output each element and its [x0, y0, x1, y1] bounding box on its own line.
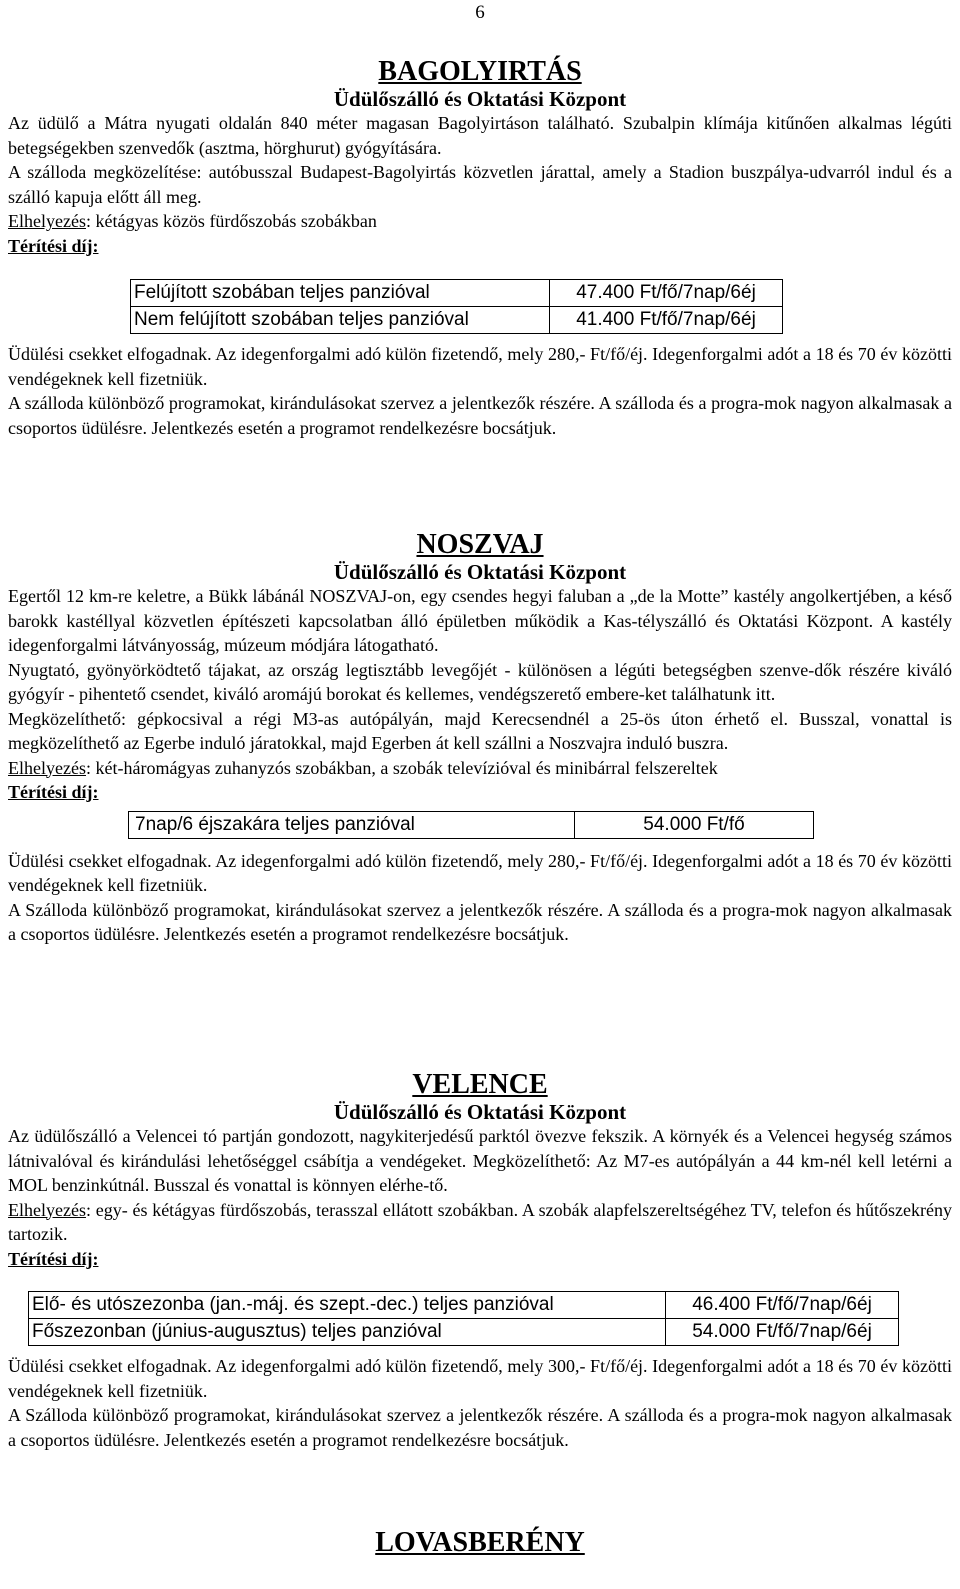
section-velence — [8, 1070, 952, 1452]
price-table — [130, 279, 783, 334]
price-table — [28, 1291, 899, 1346]
accommodation-text: : két-háromágyas zuhanyzós szobákban, a szobák televízióval és minibárral felszereltek — [85, 757, 718, 778]
outro-paragraph: A Szálloda különböző programokat, kirándulásokat szervez a jelentkezők részére. A szálloda és a progra-mok nagyon alkalmasak a csoportos üdülésre. Jelentkezés esetén a programot rendelkezésre bocsátjuk. — [8, 1405, 952, 1450]
intro-paragraph: Egertől 12 km-re keletre, a Bükk lábánál NOSZVAJ-on, egy csendes hegyi faluban a „de la Motte” kastély angolkertjében, a késő barokk kastéllyal közvetlen építészeti kapcsolatban álló épületben működik a Kas-télyszálló és Oktatási Központ. A kastély idegenforgalmi látványosság, múzeum módjára látogatható. — [8, 586, 952, 655]
table-row — [131, 307, 783, 334]
accommodation-line — [8, 209, 952, 234]
intro-paragraph: Nyugtató, gyönyörködtető tájakat, az ország legtisztább levegőjét - különösen a légúti betegségben szenve-dők részére kiváló gyógyír - pihentető csendet, kiváló aromájú borokat és kellemes, vendégszerető embere-ket találhatunk itt. — [8, 659, 952, 704]
price-description: Főszezonban (június-augusztus) teljes panzióval — [29, 1319, 666, 1346]
outro-paragraph: A szálloda különböző programokat, kirándulásokat szervez a jelentkezők részére. A szálloda és a progra-mok nagyon alkalmasak a csoportos üdülésre. Jelentkezés esetén a programot rendelkezésre bocsátjuk. — [8, 393, 952, 438]
section-title: LOVASBERÉNY — [375, 1527, 585, 1558]
section-bagolyirtas — [8, 57, 952, 440]
accommodation-label: Elhelyezés — [8, 1199, 86, 1220]
page-number: 6 — [475, 2, 485, 23]
outro-paragraph: Üdülési csekket elfogadnak. Az idegenforgalmi adó külön fizetendő, mely 280,- Ft/fő/éj. Idegenforgalmi adót a 18 és 70 év közötti vendégeknek kell fizetniük. — [8, 344, 952, 389]
price-description: 7nap/6 éjszakára teljes panzióval — [129, 811, 575, 838]
price-value: 41.400 Ft/fő/7nap/6éj — [550, 307, 783, 334]
fee-label: Térítési díj: — [8, 1248, 99, 1269]
intro-paragraph: Az üdülő a Mátra nyugati oldalán 840 méter magasan Bagolyirtáson található. Szubalpin klímája kitűnően alkalmas légúti betegségekben szenvedők (asztma, hörghurut) gyógyítására. — [8, 113, 952, 158]
accommodation-text: : egy- és kétágyas fürdőszobás, terasszal ellátott szobákban. A szobák alapfelszereltségéhez TV, telefon és hűtőszekrény tartozik. — [8, 1199, 952, 1244]
table-row — [29, 1319, 899, 1346]
section-subtitle: Üdülőszálló és Oktatási Központ — [333, 560, 627, 584]
section-subtitle: Üdülőszálló és Oktatási Központ — [333, 1100, 627, 1124]
table-row — [129, 811, 814, 838]
outro-paragraph: Üdülési csekket elfogadnak. Az idegenforgalmi adó külön fizetendő, mely 300,- Ft/fő/éj. Idegenforgalmi adót a 18 és 70 év közötti vendégeknek kell fizetniük. — [8, 1356, 952, 1401]
table-row — [29, 1292, 899, 1319]
intro-paragraph: Az üdülőszálló a Velencei tó partján gondozott, nagykiterjedésű parktól övezve fekszik. A környék és a Velencei hegység számos látnivalóval és kirándulási lehetőséggel csábítja a vendégeket. Megközelíthető: Az M7-es autópályán a 44 km-nél kell letérni a MOL benzinkútnál. Busszal és vonattal is könnyen elérhe-tő. — [8, 1126, 952, 1195]
table-row — [131, 280, 783, 307]
section-lovasbereny — [8, 1528, 952, 1558]
intro-paragraph: Megközelíthető: gépkocsival a régi M3-as autópályán, majd Kerecsendnél a 25-ös úton érhető el. Busszal, vonattal is megközelíthető az Egerbe induló járatokkal, majd Egerben át kell szállni a Noszvajra induló buszra. — [8, 708, 952, 753]
price-value: 54.000 Ft/fő/7nap/6éj — [666, 1319, 899, 1346]
price-value: 46.400 Ft/fő/7nap/6éj — [666, 1292, 899, 1319]
accommodation-line — [8, 1198, 952, 1247]
price-table — [128, 811, 814, 839]
outro-paragraph: Üdülési csekket elfogadnak. Az idegenforgalmi adó külön fizetendő, mely 280,- Ft/fő/éj. Idegenforgalmi adót a 18 és 70 év közötti vendégeknek kell fizetniük. — [8, 850, 952, 895]
intro-paragraph: A szálloda megközelítése: autóbusszal Budapest-Bagolyirtás közvetlen járattal, amely a Stadion buszpálya-udvarról indul és a szálló kapuja előtt áll meg. — [8, 162, 952, 207]
price-value: 47.400 Ft/fő/7nap/6éj — [550, 280, 783, 307]
accommodation-text: : kétágyas közös fürdőszobás szobákban — [85, 211, 377, 231]
accommodation-label: Elhelyezés — [8, 211, 86, 231]
accommodation-label: Elhelyezés — [8, 757, 86, 778]
price-description: Nem felújított szobában teljes panzióval — [131, 307, 550, 334]
section-noszvaj — [8, 530, 952, 947]
section-title: NOSZVAJ — [416, 529, 544, 560]
price-description: Elő- és utószezonba (jan.-máj. és szept.-dec.) teljes panzióval — [29, 1292, 666, 1319]
outro-paragraph: A Szálloda különböző programokat, kirándulásokat szervez a jelentkezők részére. A szálloda és a progra-mok nagyon alkalmasak a csoportos üdülésre. Jelentkezés esetén a programot rendelkezésre bocsátjuk. — [8, 899, 952, 944]
accommodation-line — [8, 756, 952, 781]
section-title: BAGOLYIRTÁS — [378, 56, 582, 87]
section-title: VELENCE — [412, 1069, 548, 1100]
fee-label: Térítési díj: — [8, 782, 99, 802]
section-subtitle: Üdülőszálló és Oktatási Központ — [333, 87, 627, 111]
fee-label: Térítési díj: — [8, 235, 99, 256]
price-value: 54.000 Ft/fő — [575, 811, 814, 838]
price-description: Felújított szobában teljes panzióval — [131, 280, 550, 307]
